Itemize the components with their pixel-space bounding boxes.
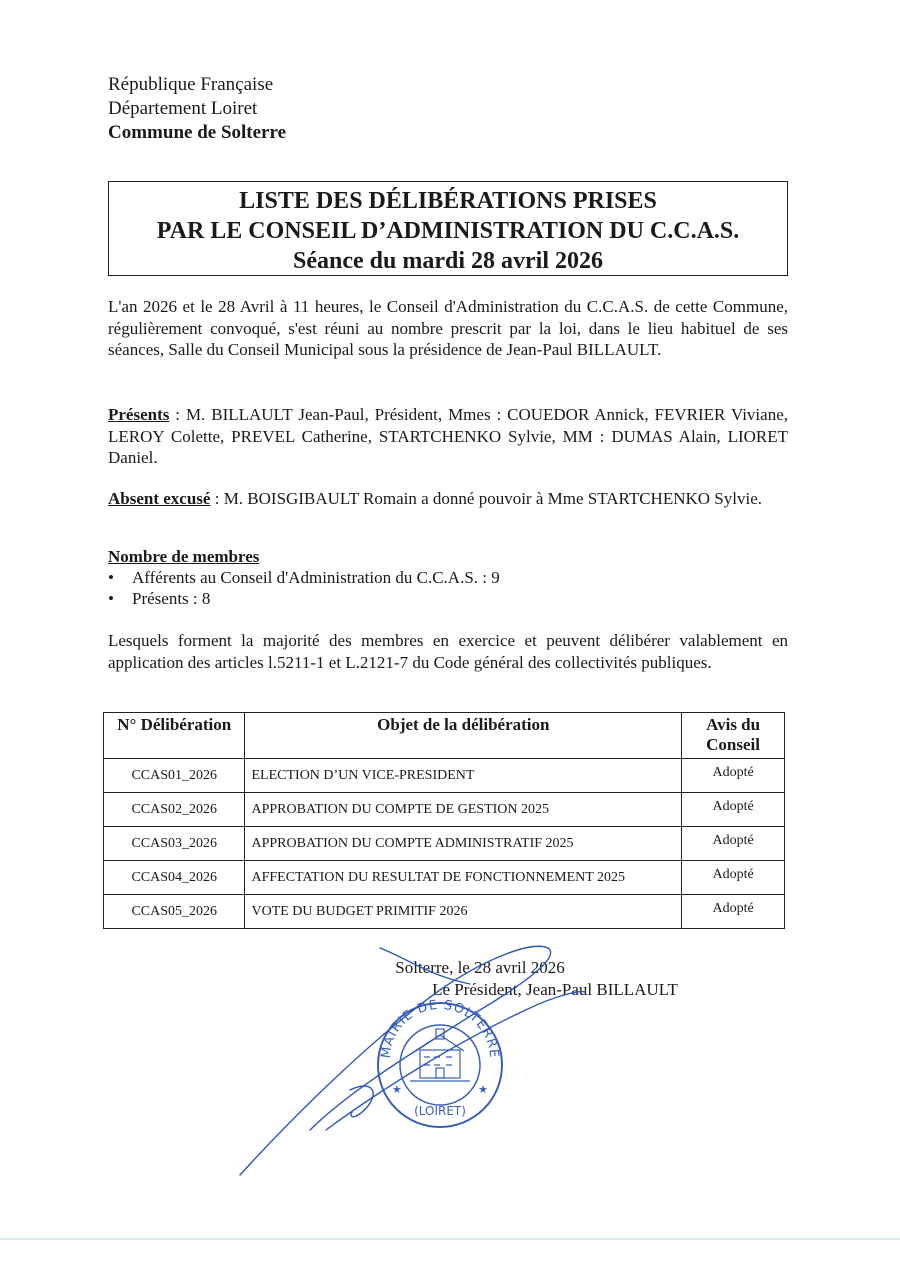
col-header-object: Objet de la délibération xyxy=(245,713,682,759)
title-line-2: PAR LE CONSEIL D’ADMINISTRATION DU C.C.A.S. xyxy=(156,218,740,244)
members-bullet: • Afférents au Conseil d'Administration du C.C.A.S. : 9 xyxy=(108,568,500,587)
table-row xyxy=(104,895,785,929)
col-header-number: N° Délibération xyxy=(104,713,245,759)
header-departement: Département Loiret xyxy=(108,98,258,119)
majority-paragraph: Lesquels forment la majorité des membres en exercice et peuvent délibérer valablement en application des articles l.5211-1 et L.2121-7 du Code général des collectivités publiques. xyxy=(108,631,788,672)
delib-avis: Adopté xyxy=(682,759,785,793)
absent-text: : M. BOISGIBAULT Romain a donné pouvoir à Mme STARTCHENKO Sylvie. xyxy=(210,489,762,508)
title-line-3: Séance du mardi 28 avril 2026 xyxy=(293,248,603,274)
delib-number: CCAS04_2026 xyxy=(104,861,245,895)
table-row xyxy=(104,759,785,793)
delib-number: CCAS05_2026 xyxy=(104,895,245,929)
delib-avis: Adopté xyxy=(682,861,785,895)
delib-object: VOTE DU BUDGET PRIMITIF 2026 xyxy=(245,895,682,929)
delib-number: CCAS02_2026 xyxy=(104,793,245,827)
delib-object: AFFECTATION DU RESULTAT DE FONCTIONNEMENT 2025 xyxy=(245,861,682,895)
title-box xyxy=(108,181,788,276)
deliberations-table xyxy=(103,712,785,929)
star-icon: ★ xyxy=(392,1083,402,1096)
presents-label: Présents xyxy=(108,405,170,424)
table-header-row xyxy=(104,713,785,759)
title-line-1: LISTE DES DÉLIBÉRATIONS PRISES xyxy=(239,188,657,214)
presents-text: : M. BILLAULT Jean-Paul, Président, Mmes : COUEDOR Annick, FEVRIER Viviane, LEROY Colette, PREVEL Catherine, STARTCHENKO Sylvie, MM : DUMAS Alain, LIORET Daniel. xyxy=(108,405,788,467)
members-bullet: • Présents : 8 xyxy=(108,589,211,608)
intro-paragraph: L'an 2026 et le 28 Avril à 11 heures, le Conseil d'Administration du C.C.A.S. de cette Commune, régulièrement convoqué, s'est réuni au nombre prescrit par la loi, dans le lieu habituel de ses séances, Salle du Conseil Municipal sous la présidence de Jean-Paul BILLAULT. xyxy=(108,297,788,359)
delib-number: CCAS01_2026 xyxy=(104,759,245,793)
delib-avis: Adopté xyxy=(682,895,785,929)
header-commune: Commune de Solterre xyxy=(108,122,287,143)
delib-object: ELECTION D’UN VICE-PRESIDENT xyxy=(245,759,682,793)
delib-number: CCAS03_2026 xyxy=(104,827,245,861)
presents-paragraph xyxy=(108,404,788,469)
absent-paragraph xyxy=(108,488,788,510)
table-row xyxy=(104,827,785,861)
signature-signatory: Le Président, Jean-Paul BILLAULT xyxy=(432,980,678,999)
signature-place-date: Solterre, le 28 avril 2026 xyxy=(395,958,565,977)
members-title: Nombre de membres xyxy=(108,547,260,566)
scan-edge-line xyxy=(0,1238,900,1240)
handwritten-signature xyxy=(230,930,590,1180)
delib-avis: Adopté xyxy=(682,827,785,861)
delib-avis: Adopté xyxy=(682,793,785,827)
header-republique: République Française xyxy=(108,74,274,95)
col-header-avis: Avis du Conseil xyxy=(682,713,785,759)
members-afferents: Afférents au Conseil d'Administration du C.C.A.S. : 9 xyxy=(132,568,500,587)
absent-label: Absent excusé xyxy=(108,489,211,508)
stamp-text-top: MAIRIE DE SOLTERRE xyxy=(378,997,502,1060)
star-icon: ★ xyxy=(478,1083,488,1096)
members-presents: Présents : 8 xyxy=(132,589,211,608)
table-row xyxy=(104,793,785,827)
table-row xyxy=(104,861,785,895)
delib-object: APPROBATION DU COMPTE DE GESTION 2025 xyxy=(245,793,682,827)
stamp-text-bottom: (LOIRET) xyxy=(414,1104,466,1118)
delib-object: APPROBATION DU COMPTE ADMINISTRATIF 2025 xyxy=(245,827,682,861)
